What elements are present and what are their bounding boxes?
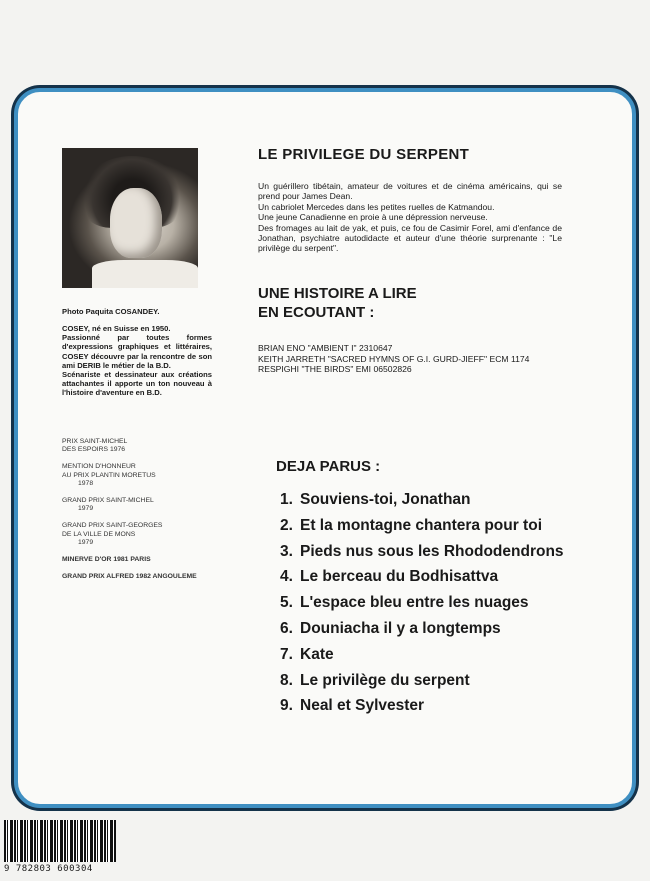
book-number: 1. — [280, 491, 293, 508]
listen-heading-line: UNE HISTOIRE A LIRE — [258, 285, 417, 302]
award-item — [62, 497, 242, 513]
award-item — [62, 438, 242, 454]
photo-caption: Photo Paquita COSANDEY. — [62, 307, 160, 316]
book-item — [280, 515, 564, 541]
summary-line: Un guérillero tibétain, amateur de voitures et de cinéma américains, qui se prend pour James Dean. — [258, 181, 562, 202]
bio-paragraph: COSEY, né en Suisse en 1950. — [62, 324, 171, 333]
award-line: PRIX SAINT-MICHEL — [62, 438, 128, 445]
award-year: 1979 — [78, 538, 94, 546]
award-item — [62, 463, 242, 488]
award-year: 1979 — [78, 505, 94, 513]
book-title: Neal et Sylvester — [300, 697, 425, 715]
book-number: 2. — [280, 516, 293, 534]
award-item — [62, 522, 242, 547]
award-year: 1978 — [78, 479, 94, 487]
summary-line: Une jeune Canadienne en proie à une dépression nerveuse. — [258, 212, 488, 223]
book-title: Et la montagne chantera pour toi — [300, 516, 542, 534]
listen-heading-line: EN ECOUTANT : — [258, 304, 375, 321]
summary-line: Un cabriolet Mercedes dans les petites ruelles de Katmandou. — [258, 201, 495, 212]
book-number: 7. — [280, 645, 293, 663]
bio-paragraph: Passionné par toutes formes d'expressions graphiques et littéraires, COSEY découvre par la rencontre de son ami DERIB le métier de la B.D. — [62, 333, 212, 370]
award-line: GRAND PRIX SAINT-GEORGES — [62, 522, 163, 530]
books-list — [280, 489, 564, 721]
award-item — [62, 573, 242, 581]
author-bio — [62, 324, 212, 398]
award-line: GRAND PRIX SAINT-MICHEL — [62, 497, 154, 505]
award-line: DE LA VILLE DE MONS — [62, 530, 136, 538]
book-title: Le privilège du serpent — [300, 671, 470, 689]
award-line: AU PRIX PLANTIN MORETUS — [62, 471, 156, 479]
book-title: Souviens-toi, Jonathan — [300, 491, 471, 508]
award-line: DES ESPOIRS 1976 — [62, 446, 126, 454]
album-title: LE PRIVILEGE DU SERPENT — [258, 146, 470, 163]
book-item — [280, 541, 564, 567]
book-title: Pieds nus sous les Rhododendrons — [300, 542, 564, 560]
award-item — [62, 556, 242, 564]
award-line: MINERVE D'OR 1981 PARIS — [62, 556, 151, 564]
isbn-number: 9 782803 600304 — [4, 864, 93, 874]
summary-line: Des fromages au lait de yak, et puis, ce fou de Casimir Forel, ami d'enfance de Jonathan, psychiatre autodidacte et auteur d'une théorie surprenante : "Le privilège du serpent". — [258, 222, 562, 254]
book-item — [280, 566, 564, 592]
book-item — [280, 618, 564, 644]
music-item: RESPIGHI "THE BIRDS" EMI 06502826 — [258, 364, 412, 375]
music-item: BRIAN ENO "AMBIENT I" 2310647 — [258, 343, 393, 353]
book-number: 8. — [280, 671, 293, 689]
book-number: 9. — [280, 697, 293, 715]
bio-paragraph: Scénariste et dessinateur aux créations attachantes il apporte un ton nouveau à l'histoire d'aventure en B.D. — [62, 370, 212, 398]
book-number: 4. — [280, 568, 293, 586]
book-item — [280, 670, 564, 696]
already-published-heading: DEJA PARUS : — [276, 458, 381, 475]
book-number: 5. — [280, 594, 293, 612]
book-title: Kate — [300, 645, 334, 663]
book-title: Douniacha il y a longtemps — [300, 619, 501, 637]
listen-heading — [258, 284, 417, 322]
awards-list — [62, 438, 242, 590]
author-photo — [62, 148, 198, 288]
book-item — [280, 695, 564, 721]
book-item — [280, 489, 564, 515]
book-title: Le berceau du Bodhisattva — [300, 568, 499, 586]
award-line: GRAND PRIX ALFRED 1982 ANGOULEME — [62, 573, 197, 581]
isbn-barcode — [4, 820, 116, 862]
book-item — [280, 592, 564, 618]
music-item: KEITH JARRETH "SACRED HYMNS OF G.I. GURD-JIEFF" ECM 1174 — [258, 353, 530, 364]
book-number: 6. — [280, 619, 293, 637]
author-photo-shirt — [92, 260, 198, 288]
book-item — [280, 644, 564, 670]
book-number: 3. — [280, 542, 293, 560]
music-list — [258, 343, 558, 375]
award-line: MENTION D'HONNEUR — [62, 463, 136, 471]
book-title: L'espace bleu entre les nuages — [300, 594, 529, 612]
album-summary — [258, 181, 562, 254]
author-photo-face — [110, 188, 162, 258]
